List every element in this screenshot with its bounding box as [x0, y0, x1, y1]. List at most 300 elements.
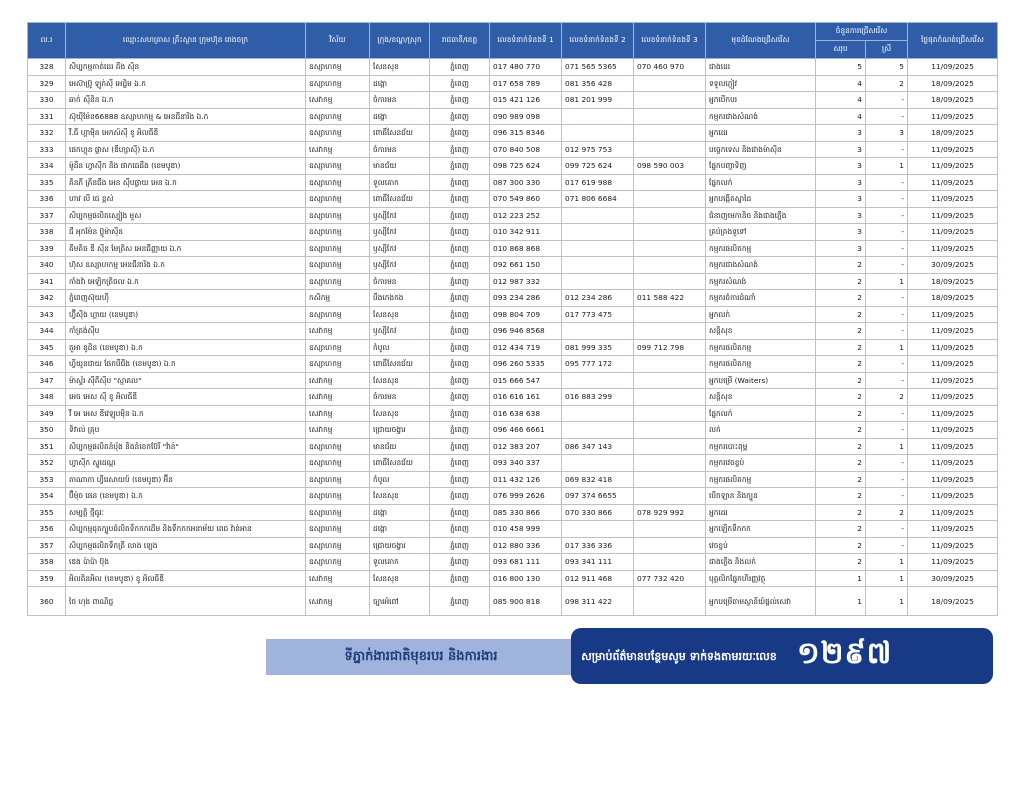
cell-phone1: 096 946 8568: [490, 323, 562, 340]
cell-province: ភ្នំពេញ: [430, 389, 490, 406]
cell-position: បច្ចេកទេស និងជាងម៉ាស៊ីន: [706, 141, 816, 158]
cell-closing-date: 11/09/2025: [908, 240, 998, 257]
cell-sector: ឧស្សាហកម្ម: [306, 191, 370, 208]
cell-phone2: 099 725 624: [562, 158, 634, 175]
cell-phone3: [634, 240, 706, 257]
cell-province: ភ្នំពេញ: [430, 504, 490, 521]
cell-total: 4: [816, 75, 866, 92]
cell-closing-date: 11/09/2025: [908, 438, 998, 455]
cell-phone2: [562, 405, 634, 422]
cell-district: សែនសុខ: [370, 372, 430, 389]
table-row: [28, 306, 998, 323]
cell-phone1: 070 840 508: [490, 141, 562, 158]
cell-district: មានជ័យ: [370, 438, 430, 455]
cell-position: កម្មករជាងសំណង់: [706, 108, 816, 125]
cell-company: សិប្បកម្មផលិតទឹកត្រី លាង ឡេង: [66, 537, 306, 554]
cell-position: កម្មករផលិតកម្ម: [706, 356, 816, 373]
col-header-female: ស្រី: [866, 41, 908, 59]
cell-province: ភ្នំពេញ: [430, 125, 490, 142]
cell-phone1: 092 661 150: [490, 257, 562, 274]
table-row: [28, 389, 998, 406]
cell-phone2: 017 336 336: [562, 537, 634, 554]
cell-sector: ឧស្សាហកម្ម: [306, 75, 370, 92]
cell-no: 353: [28, 471, 66, 488]
cell-no: 344: [28, 323, 66, 340]
cell-company: តាណាកា ហ្វីរេសាយប៍ (ខេមបូឌា) អ៊ីន: [66, 471, 306, 488]
cell-total: 2: [816, 257, 866, 274]
cell-phone3: [634, 273, 706, 290]
cell-position: អ្នកបើកបរ: [706, 92, 816, 109]
cell-female: -: [866, 92, 908, 109]
cell-sector: សេវាកម្ម: [306, 389, 370, 406]
cell-district: ដង្កោ: [370, 504, 430, 521]
cell-phone1: 085 330 866: [490, 504, 562, 521]
cell-phone3: [634, 75, 706, 92]
table-row: [28, 455, 998, 472]
cell-no: 357: [28, 537, 66, 554]
cell-district: ដង្កោ: [370, 75, 430, 92]
cell-position: កម្មករផលិតកម្ម: [706, 339, 816, 356]
footer-banner: [0, 628, 1024, 684]
cell-total: 2: [816, 389, 866, 406]
cell-sector: ឧស្សាហកម្ម: [306, 438, 370, 455]
cell-district: ពោធិ៍សែនជ័យ: [370, 125, 430, 142]
cell-phone2: 069 832 418: [562, 471, 634, 488]
cell-phone1: 015 666 547: [490, 372, 562, 389]
cell-phone3: 070 460 970: [634, 59, 706, 76]
cell-position: អ្នកបម្រើ (Waiters): [706, 372, 816, 389]
cell-total: 3: [816, 224, 866, 241]
col-header-position: មុខដំណែងជ្រើសរើស: [706, 23, 816, 59]
cell-phone1: 098 804 709: [490, 306, 562, 323]
cell-no: 329: [28, 75, 66, 92]
cell-position: សន្តិសុខ: [706, 389, 816, 406]
cell-company: ឆាក់ ស៊ីនិន ឯ.ក: [66, 92, 306, 109]
cell-total: 2: [816, 323, 866, 340]
cell-company: សិប្បកម្មកាត់ដេរ គីង ស៊ិន: [66, 59, 306, 76]
cell-total: 2: [816, 554, 866, 571]
cell-company: សិប្បកម្មដុតក្បួបដំលិតទឹកកកដើម និងទឹកកកអនាម័យ ពេជ វ៉ាន់អាន: [66, 521, 306, 538]
cell-total: 2: [816, 273, 866, 290]
cell-phone2: [562, 240, 634, 257]
cell-phone3: [634, 554, 706, 571]
cell-female: -: [866, 323, 908, 340]
cell-province: ភ្នំពេញ: [430, 92, 490, 109]
cell-female: 1: [866, 570, 908, 587]
cell-province: ភ្នំពេញ: [430, 75, 490, 92]
cell-phone1: 010 868 868: [490, 240, 562, 257]
cell-female: -: [866, 257, 908, 274]
table-row: [28, 438, 998, 455]
cell-sector: កសិកម្ម: [306, 290, 370, 307]
cell-no: 334: [28, 158, 66, 175]
cell-phone1: 016 638 638: [490, 405, 562, 422]
cell-phone2: 017 773 475: [562, 306, 634, 323]
cell-position: បុគ្គលិកផ្នែកហិរញ្ញវត្ថុ: [706, 570, 816, 587]
cell-phone2: 095 777 172: [562, 356, 634, 373]
cell-district: ចំការមន: [370, 389, 430, 406]
cell-province: ភ្នំពេញ: [430, 240, 490, 257]
cell-sector: ឧស្សាហកម្ម: [306, 488, 370, 505]
table-row: [28, 257, 998, 274]
cell-sector: ឧស្សាហកម្ម: [306, 504, 370, 521]
cell-district: ចំការមន: [370, 92, 430, 109]
table-row: [28, 323, 998, 340]
cell-province: ភ្នំពេញ: [430, 323, 490, 340]
table-row: [28, 108, 998, 125]
cell-closing-date: 11/09/2025: [908, 158, 998, 175]
cell-position: ជំនាញមេកានិច និងជាងភ្លើង: [706, 207, 816, 224]
cell-company: ស៊ុយ៉ីម៉ែន66888 ឧស្សាហកម្ម & អេនជីនារិង ឯ.ក: [66, 108, 306, 125]
cell-position: ទទួលភ្ញៀវ: [706, 75, 816, 92]
cell-closing-date: 30/09/2025: [908, 257, 998, 274]
table-row: [28, 405, 998, 422]
cell-closing-date: 11/09/2025: [908, 141, 998, 158]
cell-sector: សេវាកម្ម: [306, 587, 370, 616]
cell-closing-date: 11/09/2025: [908, 306, 998, 323]
cell-phone2: 093 341 111: [562, 554, 634, 571]
cell-total: 2: [816, 290, 866, 307]
cell-district: ពោធិ៍សែនជ័យ: [370, 191, 430, 208]
table-body: [28, 59, 998, 616]
cell-company: សម្បត្តិ ថ្មីធូរៈ: [66, 504, 306, 521]
cell-district: ឫស្សីកែវ: [370, 323, 430, 340]
hotline-label: សម្រាប់ព័ត៌មានបន្ថែមសូម ទាក់ទងតាមរយៈលេខ: [581, 649, 777, 663]
cell-no: 340: [28, 257, 66, 274]
table-row: [28, 521, 998, 538]
cell-position: កម្មករផលិតកម្ម: [706, 471, 816, 488]
cell-sector: ឧស្សាហកម្ម: [306, 257, 370, 274]
cell-no: 336: [28, 191, 66, 208]
agency-name: ទីភ្នាក់ងារជាតិមុខរបរ និងការងារ: [266, 639, 576, 675]
col-header-company: ឈ្មោះសហគ្រាស គ្រឹះស្ថាន ក្រុមហ៊ុន រោងចក្រ: [66, 23, 306, 59]
cell-phone2: 086 347 143: [562, 438, 634, 455]
cell-sector: ឧស្សាហកម្ម: [306, 306, 370, 323]
cell-female: -: [866, 372, 908, 389]
table-row: [28, 59, 998, 76]
cell-phone1: 012 383 207: [490, 438, 562, 455]
cell-sector: ឧស្សាហកម្ម: [306, 356, 370, 373]
table-header: [28, 23, 998, 59]
cell-no: 341: [28, 273, 66, 290]
cell-sector: សេវាកម្ម: [306, 141, 370, 158]
cell-phone3: [634, 356, 706, 373]
cell-total: 3: [816, 141, 866, 158]
cell-total: 1: [816, 570, 866, 587]
cell-total: 3: [816, 158, 866, 175]
table-row: [28, 174, 998, 191]
cell-sector: សេវាកម្ម: [306, 323, 370, 340]
cell-closing-date: 11/09/2025: [908, 323, 998, 340]
cell-phone3: [634, 521, 706, 538]
table-row: [28, 92, 998, 109]
cell-district: ច្បារអំពៅ: [370, 587, 430, 616]
cell-total: 3: [816, 125, 866, 142]
cell-phone3: [634, 471, 706, 488]
cell-phone2: [562, 257, 634, 274]
cell-company: អេស៊ាប្រ៊ូ ឡូក់ស៊ី អេដ្ឋិម ឯ.ក: [66, 75, 306, 92]
cell-female: -: [866, 240, 908, 257]
cell-total: 2: [816, 455, 866, 472]
job-listing-sheet: [27, 22, 997, 616]
cell-position: អ្នកឡើកទឹកកក: [706, 521, 816, 538]
cell-phone1: 012 880 336: [490, 537, 562, 554]
cell-company: ផេកហ្គុន ផ្លាស (ឌីហ្សាស៊ី) ឯ.ក: [66, 141, 306, 158]
cell-no: 339: [28, 240, 66, 257]
cell-sector: សេវាកម្ម: [306, 570, 370, 587]
cell-total: 2: [816, 504, 866, 521]
cell-closing-date: 18/09/2025: [908, 587, 998, 616]
cell-district: កំបូល: [370, 339, 430, 356]
cell-phone1: 010 458 999: [490, 521, 562, 538]
cell-sector: ឧស្សាហកម្ម: [306, 174, 370, 191]
cell-no: 331: [28, 108, 66, 125]
cell-company: តួអា ខូដិន (ខេមបូឌា) ឯ.ក: [66, 339, 306, 356]
cell-total: 2: [816, 537, 866, 554]
cell-district: ចំការមន: [370, 141, 430, 158]
cell-district: សែនសុខ: [370, 570, 430, 587]
cell-no: 330: [28, 92, 66, 109]
cell-no: 328: [28, 59, 66, 76]
cell-total: 1: [816, 587, 866, 616]
cell-phone2: 098 311 422: [562, 587, 634, 616]
cell-position: អ្នកបម្រើតាមស្ថានីយ៍ផ្ដល់សេវា: [706, 587, 816, 616]
cell-female: -: [866, 191, 908, 208]
cell-province: ភ្នំពេញ: [430, 455, 490, 472]
cell-company: សិប្បកម្មផលិតនំបុ័ង និងនំខេកប៊ែរី "វ៉ាន់": [66, 438, 306, 455]
cell-phone3: [634, 372, 706, 389]
cell-phone2: 081 201 999: [562, 92, 634, 109]
cell-female: -: [866, 207, 908, 224]
cell-phone2: 081 999 335: [562, 339, 634, 356]
cell-phone1: 090 989 098: [490, 108, 562, 125]
cell-phone2: [562, 372, 634, 389]
cell-position: កម្មករជាងសំណង់: [706, 257, 816, 274]
cell-province: ភ្នំពេញ: [430, 488, 490, 505]
cell-closing-date: 11/09/2025: [908, 537, 998, 554]
cell-total: 5: [816, 59, 866, 76]
cell-phone3: [634, 488, 706, 505]
cell-phone2: [562, 125, 634, 142]
cell-district: ជ្រោយចង្វារ: [370, 537, 430, 554]
cell-female: -: [866, 521, 908, 538]
cell-female: -: [866, 405, 908, 422]
cell-company: អិលគិនអិល (ខេមបូឌា) ខូ អិលធីឌី: [66, 570, 306, 587]
cell-district: បឹងកេងកង: [370, 290, 430, 307]
cell-company: ទិវាល់ គ្រុប: [66, 422, 306, 439]
cell-closing-date: 11/09/2025: [908, 59, 998, 76]
cell-female: -: [866, 290, 908, 307]
cell-province: ភ្នំពេញ: [430, 339, 490, 356]
hotline-number: ១២៩៧: [797, 636, 893, 671]
cell-phone3: [634, 323, 706, 340]
cell-no: 351: [28, 438, 66, 455]
cell-company: ជី អុកម៉ែន ប៊្លូម៉ាស៊ីន: [66, 224, 306, 241]
table-row: [28, 356, 998, 373]
cell-female: 3: [866, 125, 908, 142]
cell-phone1: 012 987 332: [490, 273, 562, 290]
cell-total: 3: [816, 191, 866, 208]
cell-company: ថៃ ហុង ពាណិជ្ជ: [66, 587, 306, 616]
cell-company: អេច អេស ស៊ី ខូ អិលធីឌី: [66, 389, 306, 406]
cell-no: 342: [28, 290, 66, 307]
cell-no: 352: [28, 455, 66, 472]
cell-company: ម៉ាស្ទ័រ ស៊ីគីស៊ីប "ស្មាគល": [66, 372, 306, 389]
cell-phone1: 096 260 5335: [490, 356, 562, 373]
col-header-no: ល.រ: [28, 23, 66, 59]
cell-sector: ឧស្សាហកម្ម: [306, 521, 370, 538]
cell-female: -: [866, 488, 908, 505]
cell-province: ភ្នំពេញ: [430, 224, 490, 241]
cell-closing-date: 11/09/2025: [908, 224, 998, 241]
cell-company: សិប្បកម្មផលិតស្បៀង មួស: [66, 207, 306, 224]
cell-no: 337: [28, 207, 66, 224]
cell-phone1: 016 616 161: [490, 389, 562, 406]
cell-company: វី អេ អេស ឌីវេឡុបម៉ិន ឯ.ក: [66, 405, 306, 422]
cell-closing-date: 11/09/2025: [908, 488, 998, 505]
cell-female: 1: [866, 554, 908, 571]
cell-total: 3: [816, 207, 866, 224]
table-row: [28, 125, 998, 142]
cell-phone2: [562, 207, 634, 224]
cell-district: សែនសុខ: [370, 59, 430, 76]
cell-phone3: 078 929 992: [634, 504, 706, 521]
table-row: [28, 240, 998, 257]
cell-phone3: 011 588 422: [634, 290, 706, 307]
cell-female: -: [866, 471, 908, 488]
cell-sector: ឧស្សាហកម្ម: [306, 471, 370, 488]
table-row: [28, 75, 998, 92]
col-header-total: សរុប: [816, 41, 866, 59]
cell-province: ភ្នំពេញ: [430, 372, 490, 389]
cell-phone2: [562, 273, 634, 290]
cell-phone1: 016 800 130: [490, 570, 562, 587]
table-row: [28, 587, 998, 616]
cell-district: ឫស្សីកែវ: [370, 207, 430, 224]
cell-female: -: [866, 356, 908, 373]
col-header-phone2: លេខទំនាក់ទំនងទី 2: [562, 23, 634, 59]
cell-female: -: [866, 224, 908, 241]
cell-female: 1: [866, 339, 908, 356]
table-row: [28, 158, 998, 175]
cell-phone2: 016 883 299: [562, 389, 634, 406]
cell-closing-date: 18/09/2025: [908, 75, 998, 92]
cell-phone1: 015 421 126: [490, 92, 562, 109]
cell-phone3: [634, 537, 706, 554]
cell-phone1: 093 681 111: [490, 554, 562, 571]
cell-province: ភ្នំពេញ: [430, 471, 490, 488]
cell-closing-date: 30/09/2025: [908, 570, 998, 587]
cell-company: វី.ធី ហ្គាម៉ិន អេកស៍ស៊ី ខូ អិលធីឌី: [66, 125, 306, 142]
cell-phone2: 012 911 468: [562, 570, 634, 587]
table-row: [28, 504, 998, 521]
cell-province: ភ្នំពេញ: [430, 207, 490, 224]
cell-closing-date: 11/09/2025: [908, 405, 998, 422]
cell-position: អ្នកដេរ: [706, 125, 816, 142]
cell-closing-date: 18/09/2025: [908, 273, 998, 290]
cell-total: 2: [816, 521, 866, 538]
table-row: [28, 224, 998, 241]
table-row: [28, 207, 998, 224]
cell-no: 345: [28, 339, 66, 356]
cell-company: គិនភី គ្រីនជីង អេន ស៊ីបផ្លាយ អេន ឯ.ក: [66, 174, 306, 191]
cell-phone1: 096 315 8346: [490, 125, 562, 142]
cell-sector: ឧស្សាហកម្ម: [306, 339, 370, 356]
cell-female: 1: [866, 438, 908, 455]
cell-position: សន្តិសុខ: [706, 323, 816, 340]
cell-phone1: 096 466 6661: [490, 422, 562, 439]
cell-sector: សេវាកម្ម: [306, 422, 370, 439]
cell-no: 358: [28, 554, 66, 571]
cell-phone1: 098 725 624: [490, 158, 562, 175]
cell-district: ឫស្សីកែវ: [370, 240, 430, 257]
cell-no: 349: [28, 405, 66, 422]
cell-position: លក់: [706, 422, 816, 439]
cell-province: ភ្នំពេញ: [430, 554, 490, 571]
cell-phone3: [634, 587, 706, 616]
cell-sector: ឧស្សាហកម្ម: [306, 455, 370, 472]
cell-district: ពោធិ៍សែនជ័យ: [370, 455, 430, 472]
cell-no: 332: [28, 125, 66, 142]
cell-total: 4: [816, 92, 866, 109]
cell-sector: ឧស្សាហកម្ម: [306, 240, 370, 257]
cell-company: ម៉ូដឹន ហ្វាស៊ីក និង ផាកធេដឹង (ខេមបូឌា): [66, 158, 306, 175]
cell-phone2: [562, 224, 634, 241]
cell-sector: សេវាកម្ម: [306, 92, 370, 109]
cell-company: ភ្នំពេញស៊ុយហ៊ី: [66, 290, 306, 307]
cell-closing-date: 11/09/2025: [908, 504, 998, 521]
table-row: [28, 372, 998, 389]
cell-sector: ឧស្សាហកម្ម: [306, 125, 370, 142]
cell-phone2: 097 374 6655: [562, 488, 634, 505]
cell-phone3: [634, 389, 706, 406]
cell-phone1: 093 340 337: [490, 455, 562, 472]
cell-phone3: [634, 405, 706, 422]
cell-phone2: 081 356 428: [562, 75, 634, 92]
cell-phone2: 071 565 5365: [562, 59, 634, 76]
col-header-province: រាជធានី/ខេត្ត: [430, 23, 490, 59]
cell-position: កម្មករបោះពុម្ព: [706, 438, 816, 455]
cell-company: ហាវ លី ជេ ខ្ពស់: [66, 191, 306, 208]
cell-total: 3: [816, 240, 866, 257]
table-row: [28, 290, 998, 307]
cell-phone3: 098 590 003: [634, 158, 706, 175]
cell-phone3: [634, 125, 706, 142]
cell-sector: ឧស្សាហកម្ម: [306, 158, 370, 175]
cell-closing-date: 11/09/2025: [908, 356, 998, 373]
table-row: [28, 339, 998, 356]
cell-position: បើកឡាន និងក្បួន: [706, 488, 816, 505]
cell-position: ផ្នែកបញ្ជាទិញ: [706, 158, 816, 175]
cell-no: 343: [28, 306, 66, 323]
cell-female: 2: [866, 389, 908, 406]
cell-province: ភ្នំពេញ: [430, 570, 490, 587]
table-row: [28, 471, 998, 488]
cell-phone2: [562, 455, 634, 472]
cell-position: វេចខ្ចប់: [706, 537, 816, 554]
col-header-district: ក្រុង/ខណ្ឌ/ស្រុក: [370, 23, 430, 59]
cell-no: 333: [28, 141, 66, 158]
cell-female: -: [866, 422, 908, 439]
cell-phone2: 017 619 988: [562, 174, 634, 191]
cell-company: ហ៊ុស ឧស្សាហកម្ម អេនជីនារិង ឯ.ក: [66, 257, 306, 274]
cell-female: 2: [866, 504, 908, 521]
cell-sector: សេវាកម្ម: [306, 405, 370, 422]
cell-phone2: 012 234 286: [562, 290, 634, 307]
cell-company: ប៊ីម៉ុច ផេន (ខេមបូឌា) ឯ.ក: [66, 488, 306, 505]
hotline-box: [571, 628, 993, 684]
cell-district: មានជ័យ: [370, 158, 430, 175]
